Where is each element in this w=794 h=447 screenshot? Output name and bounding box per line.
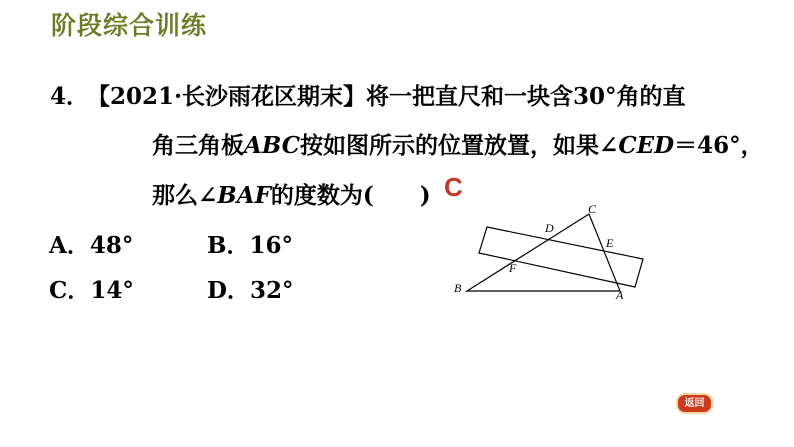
label-f: F <box>509 261 517 275</box>
ruler-shape <box>479 227 643 287</box>
option-c: C．14° <box>49 277 134 304</box>
label-d: D <box>545 221 554 235</box>
question-line-2: 角三角板ABC按如图所示的位置放置，如果∠CED＝46°， <box>152 132 764 159</box>
option-b: B．16° <box>207 232 293 259</box>
label-a: A <box>616 288 624 302</box>
option-d: D．32° <box>207 277 294 304</box>
label-e: E <box>606 236 614 250</box>
triangle-abc <box>467 214 620 291</box>
return-button[interactable]: 返回 <box>676 393 713 414</box>
label-b: B <box>454 281 462 295</box>
question-line-3: 那么∠BAF的度数为( ) <box>152 182 431 209</box>
section-header: 阶段综合训练 <box>51 11 208 40</box>
label-c: C <box>588 202 597 216</box>
question-line-1: 【2021·长沙雨花区期末】将一把直尺和一块含30°角的直 <box>87 83 686 110</box>
option-a: A．48° <box>49 232 134 259</box>
question-number: 4． <box>50 83 90 110</box>
answer-mark: C <box>444 172 463 202</box>
